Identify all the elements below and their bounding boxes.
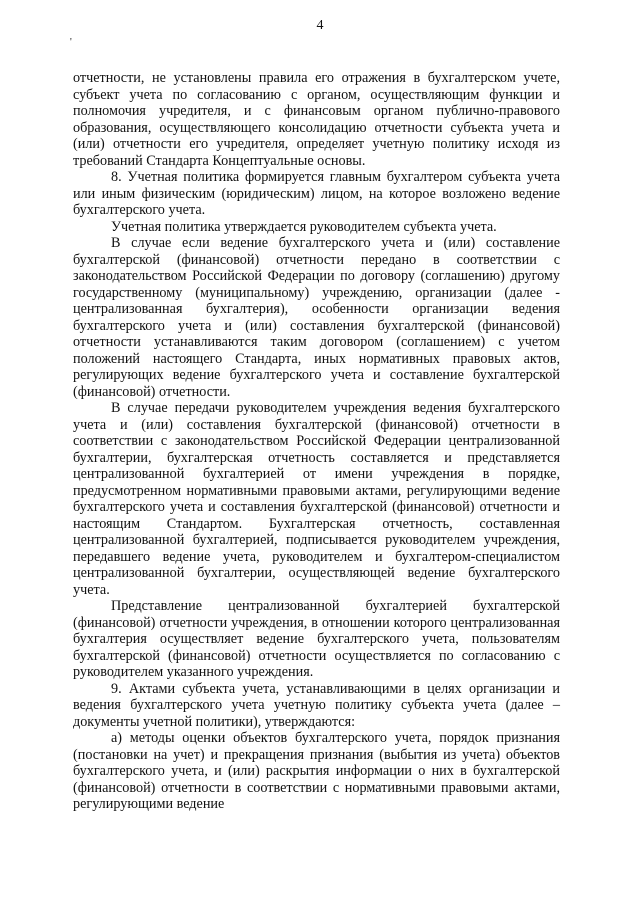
paragraph-continuation: отчетности, не установлены правила его отражения в бухгалтерском учете, субъект учета по согласованию с органом, осуществляющим функции и полномочия учредителя, и с финансовым органом публично-правового образования, осуществляющего консолидацию отчетности субъекта учета и (или) отчетности его учредителя, определяет учетную политику исходя из требований Стандарта Концептуальные основы.: [73, 70, 560, 169]
paragraph-approval: Учетная политика утверждается руководителем субъекта учета.: [111, 218, 497, 235]
paragraph-reporting-submission: Представление централизованной бухгалтерией бухгалтерской (финансовой) отчетности учреждения, в отношении которого централизованная бухгалтерия осуществляет ведение бухгалтерского учета, пользователям бухгалтерской (финансовой) отчетности осуществляется по согласованию с руководителем указанного учреждения.: [73, 598, 560, 680]
paragraph-transfer-of-accounting: В случае передачи руководителем учреждения ведения бухгалтерского учета и (или) составления бухгалтерской (финансовой) отчетности в соответствии с законодательством Российской Федерации централизованной бухгалтерии, бухгалтерская отчетность составляется и представляется централизованной бухгалтерией от имени учреждения в порядке, предусмотренном нормативными правовыми актами, регулирующими ведение бухгалтерского учета и составления бухгалтерской (финансовой) отчетности и настоящим Стандартом. Бухгалтерская отчетность, составленная централизованной бухгалтерией, подписывается руководителем учреждения, передавшего ведение учета, руководителем и бухгалтером-специалистом централизованной бухгалтерии, осуществляющей ведение бухгалтерского учета.: [73, 400, 560, 598]
paragraph-item-8: 8. Учетная политика формируется главным бухгалтером субъекта учета или иным физическим (юридическим) лицом, на которое возложено ведение бухгалтерского учета.: [73, 169, 560, 218]
paragraph-item-9a: а) методы оценки объектов бухгалтерского учета, порядок признания (постановки на учет) и прекращения признания (выбытия из учета) объектов бухгалтерского учета, и (или) раскрытия информации о них в бухгалтерской (финансовой) отчетности в соответствии с нормативными правовыми актами, регулирующими ведение: [73, 730, 560, 812]
paragraph-centralized-accounting: В случае если ведение бухгалтерского учета и (или) составление бухгалтерской (финансовой) отчетности передано в соответствии с законодательством Российской Федерации по договору (соглашению) другому государственному (муниципальному) учреждению, организации (далее - централизованная бухгалтерия), особенности организации ведения бухгалтерского учета и (или) составления бухгалтерской (финансовой) отчетности устанавливаются таким договором (соглашением) с учетом положений настоящего Стандарта, иных нормативных правовых актов, регулирующих ведение бухгалтерского учета и составление бухгалтерской (финансовой) отчетности.: [73, 235, 560, 400]
document-body: [73, 70, 560, 813]
paragraph-item-9: 9. Актами субъекта учета, устанавливающими в целях организации и ведения бухгалтерского учета учетную политику субъекта учета (далее – документы учетной политики), утверждаются:: [73, 680, 560, 730]
page-number: 4: [316, 18, 324, 33]
scan-mark: ': [70, 37, 72, 48]
